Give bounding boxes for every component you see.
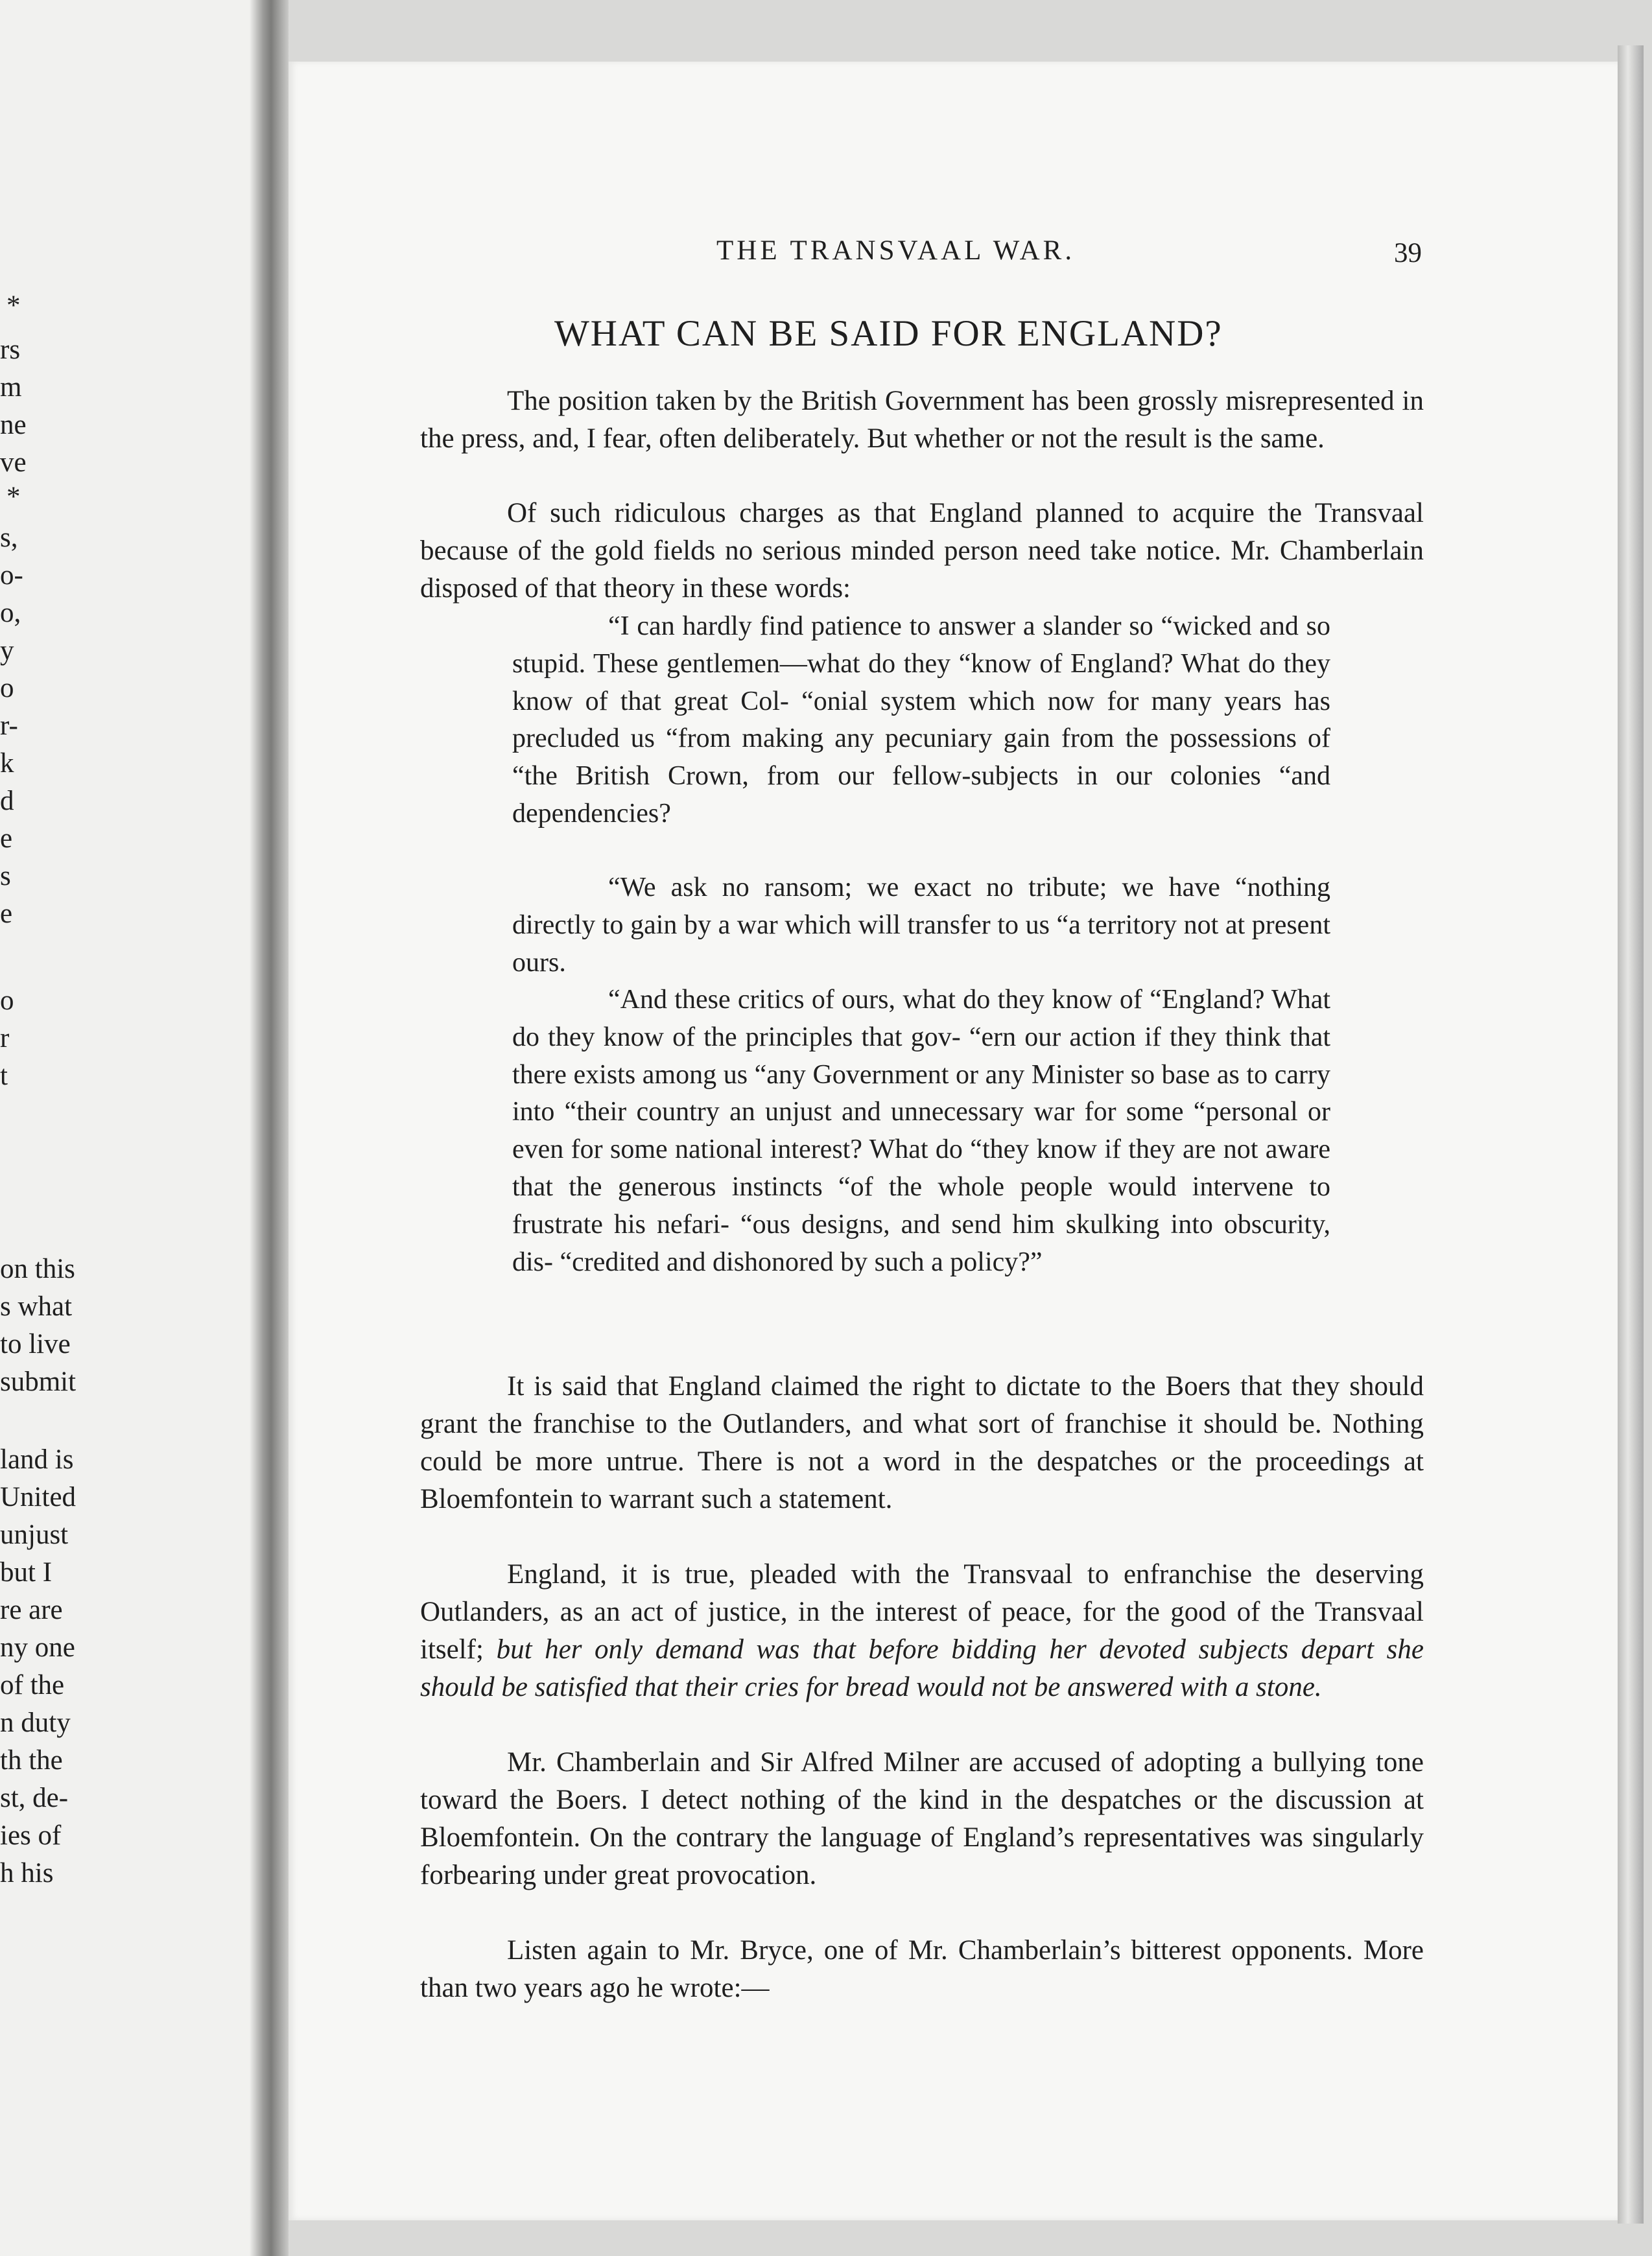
emphasized-text: but her only demand was that before bidding her devoted subjects depart she should be satisfied that their cries for bread would not be answered with a stone. xyxy=(420,1634,1424,1702)
left-page-fragment: o- xyxy=(0,560,23,591)
page-number: 39 xyxy=(1394,238,1422,268)
left-page-fragment: e xyxy=(0,899,13,929)
page-edge xyxy=(1618,45,1644,2224)
left-page-fragment: t xyxy=(0,1061,8,1091)
left-page-fragment: st, de- xyxy=(0,1783,69,1813)
left-page-fragment: submit xyxy=(0,1367,77,1397)
left-page-fragment: ve xyxy=(0,447,27,478)
paragraph: Listen again to Mr. Bryce, one of Mr. Chamberlain’s bitterest opponents. More than two years ago he wrote:— xyxy=(420,1935,1424,2003)
left-page-fragment: m xyxy=(0,372,22,403)
left-page-fragment: on this xyxy=(0,1254,75,1284)
paragraph xyxy=(420,1556,1424,1706)
paragraph: It is said that England claimed the right to dictate to the Boers that they should grant the franchise to the Outlanders, and what sort of franchise it should be. Nothing could be more untrue. There is not a word in the despatches or the proceedings at Bloemfontein to warrant such a statement. xyxy=(420,1371,1424,1514)
book-gutter xyxy=(250,0,289,2256)
left-page-fragment: s, xyxy=(0,523,18,553)
paragraph: The position taken by the British Government has been grossly misrepresented in the press, and, I fear, often deliberately. But whether or not the result is the same. xyxy=(420,386,1424,454)
left-page-fragment: o xyxy=(0,673,14,703)
left-page-fragment: to live xyxy=(0,1329,71,1359)
left-page-fragment: e xyxy=(0,823,13,854)
paragraph-text: England, it is true, pleaded with the Transvaal to enfranchise the deserving Outlanders, as an act of justice, in the interest of peace, for the good of the Transvaal itself; xyxy=(420,1559,1424,1665)
left-page-fragment: rs xyxy=(0,335,21,365)
left-page-fragment: but I xyxy=(0,1557,53,1588)
left-page-fragment: s xyxy=(0,861,11,891)
paragraph: Mr. Chamberlain and Sir Alfred Milner are accused of adopting a bullying tone toward the Boers. I detect nothing of the kind in the despatches or the discussion at Bloemfontein. On the contrary the language of England’s representatives was singularly forbearing under great provocation. xyxy=(420,1747,1424,1890)
article-title: WHAT CAN BE SAID FOR ENGLAND? xyxy=(554,313,1223,354)
left-page-fragment: ne xyxy=(0,410,27,440)
left-page-fragment: United xyxy=(0,1482,77,1512)
left-page-fragment: n duty xyxy=(0,1708,71,1738)
left-page-fragment: unjust xyxy=(0,1520,69,1550)
left-page-fragment: * xyxy=(6,290,21,321)
quotation: “We ask no ransom; we exact no tribute; we have “nothing directly to gain by a war which will transfer to us “a territory not at present ours. xyxy=(512,873,1330,978)
left-page-fragment: o xyxy=(0,985,14,1016)
left-page-fragment: land is xyxy=(0,1444,74,1475)
left-page-fragment: th the xyxy=(0,1745,63,1776)
left-page-fragment: * xyxy=(6,482,21,512)
quotation: “And these critics of ours, what do they know of “England? What do they know of the principles that gov- “ern our action if they think that there exists among us “any Government or any Minister so base as to carry into “their country an unjust and unnecessary war for some “personal or even for some national interest? What do “they know if they are not aware that the generous instincts “of the whole people would intervene to frustrate his nefari- “ous designs, and send him skulking into obscurity, dis- “credited and dishonored by such a policy?” xyxy=(512,985,1330,1277)
left-page-fragment: re are xyxy=(0,1595,63,1625)
left-page-fragment: ny one xyxy=(0,1632,75,1663)
left-page-fragment: y xyxy=(0,635,14,666)
paragraph: Of such ridiculous charges as that England planned to acquire the Transvaal because of the gold fields no serious minded person need take notice. Mr. Chamberlain disposed of that theory in these words: xyxy=(420,498,1424,604)
left-facing-page xyxy=(0,0,250,2256)
left-page-fragment: o, xyxy=(0,598,21,628)
left-page-fragment: r xyxy=(0,1023,10,1053)
left-page-fragment: r- xyxy=(0,711,18,741)
left-page-fragment: d xyxy=(0,786,14,816)
running-head: THE TRANSVAAL WAR. xyxy=(716,235,1076,266)
left-page-fragment: k xyxy=(0,748,14,779)
quotation: “I can hardly find patience to answer a slander so “wicked and so stupid. These gentlemen—what do they “know of England? What do they know of that great Col- “onial system which now for many years has precluded us “from making any pecuniary gain from the possessions of “the British Crown, from our fellow-subjects in our colonies “and dependencies? xyxy=(512,611,1330,828)
left-page-fragment: s what xyxy=(0,1291,73,1322)
left-page-fragment: of the xyxy=(0,1670,65,1700)
left-page-fragment: h his xyxy=(0,1858,54,1888)
left-page-fragment: ies of xyxy=(0,1820,62,1851)
